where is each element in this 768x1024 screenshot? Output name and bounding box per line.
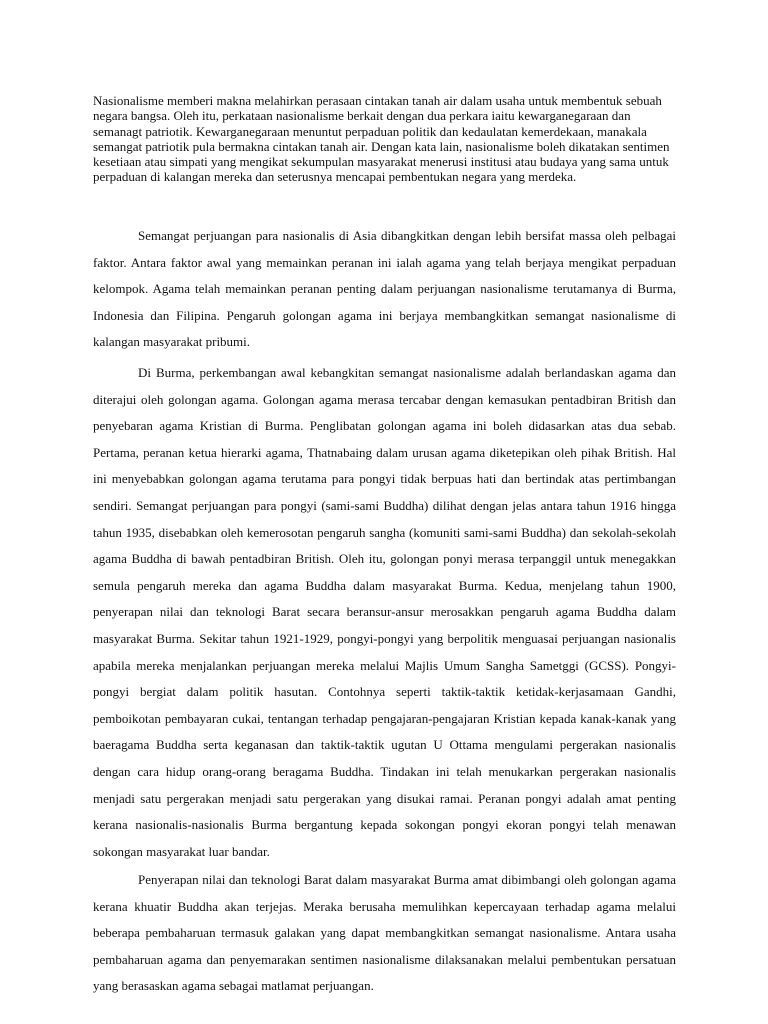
paragraph-intro: Nasionalisme memberi makna melahirkan perasaan cintakan tanah air dalam usaha untuk membentuk sebuah negara bangsa. Oleh itu, perkataan nasionalisme berkait dengan dua perkara iaitu kewarganegaraan dan semanagt patriotik. Kewarganegaraan menuntut perpaduan politik dan kedaulatan kemerdekaan, manakala semangat patriotik pula bermakna cintakan tanah air. Dengan kata lain, nasionalisme boleh dikatakan sentimen kesetiaan atau simpati yang mengikat sekumpulan masyarakat menerusi institusi atau budaya yang sama untuk perpaduan di kalangan mereka dan seterusnya mencapai pembentukan negara yang merdeka. [93, 93, 670, 185]
paragraph-burma: Di Burma, perkembangan awal kebangkitan semangat nasionalisme adalah berlandaskan agama dan diterajui oleh golongan agama. Golongan agama merasa tercabar dengan kemasukan pentadbiran British dan penyebaran agama Kristian di Burma. Penglibatan golongan agama ini boleh didasarkan atas dua sebab. Pertama, peranan ketua hierarki agama, Thatnabaing dalam urusan agama diketepikan oleh pihak British. Hal ini menyebabkan golongan agama terutama para pongyi tidak berpuas hati dan bertindak atas pertimbangan sendiri. Semangat perjuangan para pongyi (sami-sami Buddha) dilihat dengan jelas antara tahun 1916 hingga tahun 1935, disebabkan oleh kemerosotan pengaruh sangha (komuniti sami-sami Buddha) dan sekolah-sekolah agama Buddha di bawah pentadbiran British. Oleh itu, golongan ponyi merasa terpanggil untuk menegakkan semula pengaruh mereka dan agama Buddha dalam masyarakat Burma. Kedua, menjelang tahun 1900, penyerapan nilai dan teknologi Barat secara beransur-ansur merosakkan pengaruh agama Buddha dalam masyarakat Burma. Sekitar tahun 1921-1929, pongyi-pongyi yang berpolitik menguasai perjuangan nasionalis apabila mereka menjalankan perjuangan mereka melalui Majlis Umum Sangha Sametggi (GCSS). Pongyi-pongyi bergiat dalam politik hasutan. Contohnya seperti taktik-taktik ketidak-kerjasamaan Gandhi, pemboikotan pembayaran cukai, tentangan terhadap pengajaran-pengajaran Kristian kepada kanak-kanak yang baeragama Buddha serta keganasan dan taktik-taktik ugutan U Ottama mengulami pergerakan nasionalis dengan cara hidup orang-orang beragama Buddha. Tindakan ini telah menukarkan pergerakan nasionalis menjadi satu pergerakan menjadi satu pergerakan yang disukai ramai. Peranan pongyi adalah amat penting kerana nasionalis-nasionalis Burma bergantung kepada sokongan pongyi ekoran pongyi telah menawan sokongan masyarakat luar bandar. [93, 365, 676, 859]
paragraph-western-influence: Penyerapan nilai dan teknologi Barat dalam masyarakat Burma amat dibimbangi oleh golongan agama kerana khuatir Buddha akan terjejas. Meraka berusaha memulihkan kepercayaan terhadap agama melalui beberapa pembaharuan termasuk galakan yang dapat membangkitkan semangat nasionalisme. Antara usaha pembaharuan agama dan penyemarakan sentimen nasionalisme dilaksanakan melalui pembentukan persatuan yang berasaskan agama sebagai matlamat perjuangan. [93, 872, 676, 994]
paragraph-asia-nationalism: Semangat perjuangan para nasionalis di Asia dibangkitkan dengan lebih bersifat massa oleh pelbagai faktor. Antara faktor awal yang memainkan peranan ini ialah agama yang telah berjaya mengikat perpaduan kelompok. Agama telah memainkan peranan penting dalam perjuangan nasionalisme terutamanya di Burma, Indonesia dan Filipina. Pengaruh golongan agama ini berjaya membangkitkan semangat nasionalisme di kalangan masyarakat pribumi. [93, 228, 676, 350]
